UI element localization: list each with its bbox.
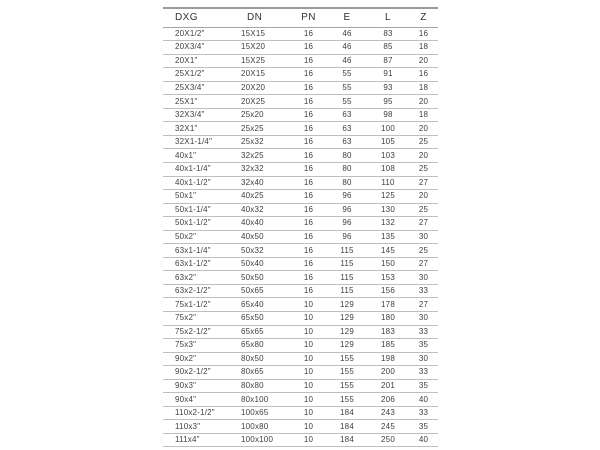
- cell-l: 201: [381, 380, 395, 390]
- cell-dn: 15X15: [241, 28, 266, 38]
- cell-dn: 32x40: [241, 177, 264, 187]
- cell-dxg: 75x3": [175, 340, 197, 350]
- cell-z: 33: [418, 326, 429, 336]
- cell-l: 105: [381, 137, 395, 147]
- cell-dxg: 90x2": [175, 353, 197, 363]
- cell-l: 91: [383, 69, 393, 79]
- cell-dxg: 75x2": [175, 313, 197, 323]
- cell-e: 80: [342, 164, 352, 174]
- cell-z: 33: [418, 286, 429, 296]
- table-row: [163, 217, 438, 231]
- cell-dxg: 50x2": [175, 231, 197, 241]
- cell-dn: 80x100: [241, 394, 269, 404]
- cell-e: 46: [342, 28, 352, 38]
- cell-dn: 65x50: [241, 313, 264, 323]
- cell-z: 27: [418, 177, 429, 187]
- cell-z: 20: [418, 191, 429, 201]
- cell-dxg: 20X3/4": [175, 42, 205, 52]
- cell-dn: 50x32: [241, 245, 264, 255]
- cell-z: 35: [418, 421, 429, 431]
- cell-pn: 16: [303, 69, 314, 79]
- cell-e: 184: [340, 421, 354, 431]
- cell-dn: 50x65: [241, 286, 264, 296]
- cell-dxg: 50x1-1/4": [175, 204, 211, 214]
- cell-e: 55: [342, 69, 352, 79]
- table-row: [163, 82, 438, 96]
- cell-pn: 16: [303, 82, 314, 92]
- cell-dxg: 50x1": [175, 191, 197, 201]
- cell-dn: 25x20: [241, 110, 264, 120]
- table-row: [163, 231, 438, 245]
- cell-l: 93: [383, 82, 393, 92]
- table-row: [163, 353, 438, 367]
- cell-pn: 16: [303, 177, 314, 187]
- cell-dn: 65x65: [241, 326, 264, 336]
- cell-l: 87: [383, 55, 393, 65]
- cell-dxg: 32X1": [175, 123, 198, 133]
- cell-e: 96: [342, 204, 352, 214]
- cell-l: 98: [383, 110, 393, 120]
- table-row: [163, 420, 438, 434]
- column-header-z: Z: [420, 11, 427, 23]
- table-row: [163, 68, 438, 82]
- cell-dn: 80x50: [241, 353, 264, 363]
- cell-pn: 16: [303, 164, 314, 174]
- cell-l: 250: [381, 435, 395, 445]
- cell-l: 130: [381, 204, 395, 214]
- cell-dn: 50x50: [241, 272, 264, 282]
- table-row: [163, 55, 438, 69]
- cell-dn: 32x25: [241, 150, 264, 160]
- table-header-row: [163, 9, 438, 28]
- table-row: [163, 28, 438, 42]
- table-row: [163, 204, 438, 218]
- cell-dxg: 25X3/4": [175, 82, 205, 92]
- cell-z: 25: [418, 204, 429, 214]
- table-row: [163, 434, 438, 448]
- cell-dn: 15X25: [241, 55, 266, 65]
- cell-pn: 10: [303, 380, 314, 390]
- cell-z: 25: [418, 137, 429, 147]
- cell-l: 132: [381, 218, 395, 228]
- cell-pn: 16: [303, 272, 314, 282]
- cell-z: 27: [418, 218, 429, 228]
- cell-pn: 16: [303, 137, 314, 147]
- cell-dxg: 32X1-1/4": [175, 137, 213, 147]
- cell-pn: 16: [303, 123, 314, 133]
- cell-pn: 16: [303, 191, 314, 201]
- cell-l: 100: [381, 123, 395, 133]
- cell-dxg: 63x1-1/2": [175, 259, 211, 269]
- cell-dxg: 63x1-1/4": [175, 245, 211, 255]
- cell-pn: 10: [303, 435, 314, 445]
- cell-l: 150: [381, 259, 395, 269]
- cell-e: 184: [340, 408, 354, 418]
- cell-dxg: 63x2": [175, 272, 197, 282]
- cell-e: 129: [340, 326, 354, 336]
- cell-l: 156: [381, 286, 395, 296]
- column-header-dxg: DXG: [175, 11, 198, 23]
- cell-dxg: 111x4": [175, 435, 200, 445]
- cell-e: 155: [340, 367, 354, 377]
- cell-z: 40: [418, 394, 429, 404]
- cell-l: 125: [381, 191, 395, 201]
- cell-z: 30: [418, 272, 429, 282]
- table-row: [163, 122, 438, 136]
- table-row: [163, 190, 438, 204]
- cell-e: 155: [340, 380, 354, 390]
- cell-dxg: 63x2-1/2": [175, 286, 211, 296]
- cell-pn: 10: [303, 326, 314, 336]
- cell-z: 20: [418, 96, 429, 106]
- cell-z: 20: [418, 150, 429, 160]
- cell-z: 18: [418, 42, 429, 52]
- table-row: [163, 380, 438, 394]
- column-header-dn: DN: [247, 11, 263, 23]
- table-row: [163, 393, 438, 407]
- cell-e: 129: [340, 340, 354, 350]
- cell-dxg: 90x4": [175, 394, 197, 404]
- cell-e: 80: [342, 150, 352, 160]
- table-row: [163, 163, 438, 177]
- cell-e: 115: [340, 259, 354, 269]
- cell-z: 35: [418, 380, 429, 390]
- table-row: [163, 41, 438, 55]
- cell-pn: 16: [303, 150, 314, 160]
- cell-z: 18: [418, 110, 429, 120]
- table-row: [163, 326, 438, 340]
- cell-e: 55: [342, 82, 352, 92]
- table-row: [163, 177, 438, 191]
- cell-dxg: 75x2-1/2": [175, 326, 211, 336]
- cell-l: 110: [381, 177, 395, 187]
- cell-z: 16: [418, 28, 429, 38]
- table-row: [163, 271, 438, 285]
- cell-dxg: 40x1-1/4": [175, 164, 211, 174]
- table-row: [163, 298, 438, 312]
- cell-dn: 40x25: [241, 191, 264, 201]
- cell-e: 55: [342, 96, 352, 106]
- cell-z: 27: [418, 299, 429, 309]
- cell-pn: 10: [303, 299, 314, 309]
- cell-pn: 16: [303, 218, 314, 228]
- cell-l: 198: [381, 353, 395, 363]
- table-row: [163, 366, 438, 380]
- cell-l: 103: [381, 150, 395, 160]
- cell-pn: 10: [303, 394, 314, 404]
- spec-table: [163, 7, 438, 447]
- table-row: [163, 285, 438, 299]
- cell-pn: 10: [303, 353, 314, 363]
- cell-pn: 16: [303, 42, 314, 52]
- cell-e: 129: [340, 313, 354, 323]
- cell-dn: 40x50: [241, 231, 264, 241]
- cell-l: 200: [381, 367, 395, 377]
- cell-pn: 16: [303, 286, 314, 296]
- cell-dn: 32x32: [241, 164, 264, 174]
- cell-e: 155: [340, 394, 354, 404]
- cell-z: 25: [418, 164, 429, 174]
- cell-z: 20: [418, 123, 429, 133]
- cell-e: 96: [342, 218, 352, 228]
- table-row: [163, 244, 438, 258]
- cell-dxg: 90x3": [175, 380, 197, 390]
- cell-dxg: 20X1": [175, 55, 198, 65]
- cell-dn: 20X15: [241, 69, 266, 79]
- table-row: [163, 258, 438, 272]
- cell-l: 178: [381, 299, 395, 309]
- cell-dxg: 32X3/4": [175, 110, 205, 120]
- cell-dn: 100x80: [241, 421, 269, 431]
- cell-dxg: 75x1-1/2": [175, 299, 211, 309]
- cell-dxg: 25X1": [175, 96, 198, 106]
- cell-l: 245: [381, 421, 395, 431]
- cell-z: 33: [418, 408, 429, 418]
- cell-pn: 10: [303, 340, 314, 350]
- table-row: [163, 312, 438, 326]
- cell-e: 46: [342, 55, 352, 65]
- cell-dxg: 50x1-1/2": [175, 218, 211, 228]
- cell-pn: 16: [303, 259, 314, 269]
- cell-l: 153: [381, 272, 395, 282]
- column-header-e: E: [343, 11, 351, 23]
- cell-z: 16: [418, 69, 429, 79]
- column-header-l: L: [385, 11, 391, 23]
- cell-pn: 10: [303, 313, 314, 323]
- cell-l: 243: [381, 408, 395, 418]
- cell-dxg: 20X1/2": [175, 28, 205, 38]
- table-body: [163, 28, 438, 448]
- table-row: [163, 109, 438, 123]
- cell-dn: 25x32: [241, 137, 264, 147]
- cell-e: 80: [342, 177, 352, 187]
- cell-pn: 10: [303, 421, 314, 431]
- cell-z: 30: [418, 353, 429, 363]
- cell-dn: 25x25: [241, 123, 264, 133]
- cell-e: 46: [342, 42, 352, 52]
- cell-pn: 16: [303, 231, 314, 241]
- cell-dn: 20X25: [241, 96, 266, 106]
- cell-pn: 16: [303, 110, 314, 120]
- cell-z: 30: [418, 231, 429, 241]
- table-row: [163, 407, 438, 421]
- cell-pn: 16: [303, 28, 314, 38]
- cell-e: 96: [342, 191, 352, 201]
- cell-dn: 80x65: [241, 367, 264, 377]
- cell-e: 63: [342, 123, 352, 133]
- cell-e: 63: [342, 137, 352, 147]
- cell-z: 30: [418, 313, 429, 323]
- cell-dxg: 110x2-1/2": [175, 408, 215, 418]
- cell-l: 145: [381, 245, 395, 255]
- cell-l: 85: [383, 42, 393, 52]
- cell-e: 96: [342, 231, 352, 241]
- cell-e: 155: [340, 353, 354, 363]
- cell-z: 20: [418, 55, 429, 65]
- cell-l: 83: [383, 28, 393, 38]
- cell-l: 180: [381, 313, 395, 323]
- cell-pn: 16: [303, 55, 314, 65]
- cell-z: 18: [418, 82, 429, 92]
- table-row: [163, 149, 438, 163]
- cell-dn: 40x32: [241, 204, 264, 214]
- cell-dn: 50x40: [241, 259, 264, 269]
- cell-e: 115: [340, 272, 354, 282]
- cell-l: 135: [381, 231, 395, 241]
- cell-e: 115: [340, 245, 354, 255]
- cell-dxg: 110x3": [175, 421, 201, 431]
- cell-z: 33: [418, 367, 429, 377]
- cell-z: 25: [418, 245, 429, 255]
- cell-l: 185: [381, 340, 395, 350]
- cell-dxg: 40x1-1/2": [175, 177, 211, 187]
- cell-e: 129: [340, 299, 354, 309]
- cell-l: 183: [381, 326, 395, 336]
- cell-z: 40: [418, 435, 429, 445]
- cell-l: 108: [381, 164, 395, 174]
- cell-dn: 65x40: [241, 299, 264, 309]
- table-row: [163, 95, 438, 109]
- cell-dn: 65x80: [241, 340, 264, 350]
- column-header-pn: PN: [301, 11, 316, 23]
- cell-pn: 16: [303, 204, 314, 214]
- cell-e: 63: [342, 110, 352, 120]
- cell-dn: 15X20: [241, 42, 266, 52]
- cell-dn: 40x40: [241, 218, 264, 228]
- table-row: [163, 339, 438, 353]
- cell-dxg: 40x1": [175, 150, 197, 160]
- cell-l: 206: [381, 394, 395, 404]
- cell-dn: 20X20: [241, 82, 266, 92]
- cell-z: 27: [418, 259, 429, 269]
- cell-e: 184: [340, 435, 354, 445]
- cell-dn: 100x65: [241, 408, 269, 418]
- table-row: [163, 136, 438, 150]
- cell-l: 95: [383, 96, 393, 106]
- cell-pn: 16: [303, 245, 314, 255]
- cell-pn: 10: [303, 367, 314, 377]
- cell-dxg: 90x2-1/2": [175, 367, 211, 377]
- cell-dn: 80x80: [241, 380, 264, 390]
- cell-z: 35: [418, 340, 429, 350]
- cell-e: 115: [340, 286, 354, 296]
- cell-pn: 16: [303, 96, 314, 106]
- cell-pn: 10: [303, 408, 314, 418]
- cell-dn: 100x100: [241, 435, 274, 445]
- cell-dxg: 25X1/2": [175, 69, 205, 79]
